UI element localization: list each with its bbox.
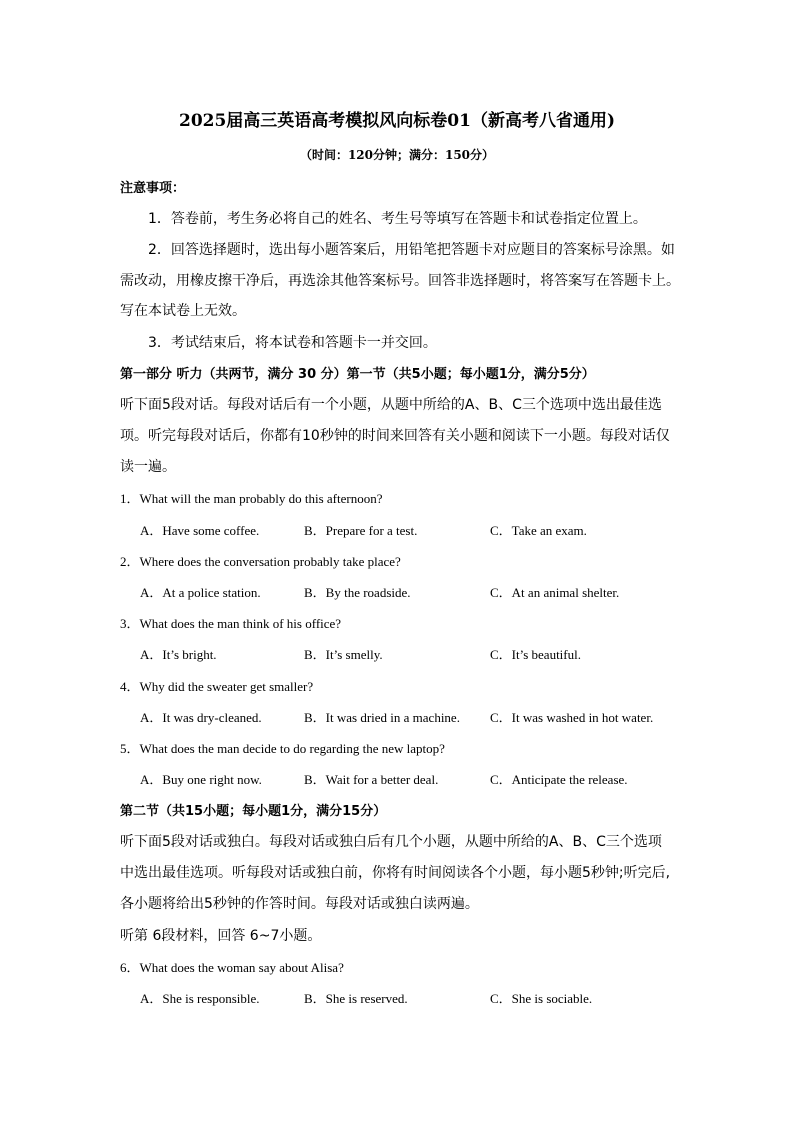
notice-item-2-line-3: 写在本试卷上无效。: [120, 303, 246, 319]
question-1-option-a: A．Have some coffee.: [140, 523, 260, 538]
question-3-option-b: B．It’s smelly.: [304, 647, 383, 662]
question-4-option-c: C．It was washed in hot water.: [490, 710, 654, 725]
question-4-option-b: B．It was dried in a machine.: [304, 710, 460, 725]
part1-heading: 第一部分 听力（共两节，满分 30 分）第一节（共5小题；每小题1分，满分5分）: [120, 367, 595, 382]
question-6-option-c: C．She is sociable.: [490, 991, 593, 1006]
question-5-option-b: B．Wait for a better deal.: [304, 772, 439, 787]
section2-intro-line-3: 各小题将给出5秒钟的作答时间。每段对话或独白读两遍。: [120, 896, 479, 912]
question-5-option-c: C．Anticipate the release.: [490, 772, 628, 787]
question-4: 4．Why did the sweater get smaller?: [120, 679, 314, 694]
question-4-option-a: A．It was dry-cleaned.: [140, 710, 262, 725]
question-5: 5．What does the man decide to do regarding the new laptop?: [120, 741, 445, 756]
question-5-option-a: A．Buy one right now.: [140, 772, 262, 787]
part1-intro-line-3: 读一遍。: [120, 459, 176, 475]
section2-intro-line-2: 中选出最佳选项。听每段对话或独白前，你将有时间阅读各个小题，每小题5秒钟;听完后,: [120, 865, 671, 881]
question-3-option-c: C．It’s beautiful.: [490, 647, 581, 662]
question-1-option-c: C．Take an exam.: [490, 523, 587, 538]
section2-intro-line-1: 听下面5段对话或独白。每段对话或独白后有几个小题，从题中所给的A、B、C三个选项: [120, 834, 662, 850]
question-2-option-c: C．At an animal shelter.: [490, 585, 620, 600]
question-6: 6．What does the woman say about Alisa?: [120, 960, 344, 975]
question-1-option-b: B．Prepare for a test.: [304, 523, 418, 538]
page-title: 2025届高三英语高考模拟风向标卷01（新高考八省通用): [178, 111, 615, 131]
question-6-option-b: B．She is reserved.: [304, 991, 408, 1006]
part1-intro-line-1: 听下面5段对话。每段对话后有一个小题，从题中所给的A、B、C三个选项中选出最佳选: [120, 397, 662, 413]
notice-heading: 注意事项：: [120, 181, 186, 196]
question-1: 1．What will the man probably do this afternoon?: [120, 491, 383, 506]
question-2-option-a: A．At a police station.: [140, 585, 261, 600]
question-3-option-a: A．It’s bright.: [140, 647, 217, 662]
section2-heading: 第二节（共15小题；每小题1分，满分15分）: [120, 804, 387, 819]
question-2: 2．Where does the conversation probably take place?: [120, 554, 401, 569]
notice-item-2-line-1: 2．回答选择题时，选出每小题答案后，用铅笔把答题卡对应题目的答案标号涂黑。如: [148, 242, 675, 258]
notice-item-3: 3．考试结束后，将本试卷和答题卡一并交回。: [148, 335, 437, 351]
question-3: 3．What does the man think of his office?: [120, 616, 342, 631]
page-subtitle: （时间：120分钟；满分：150分）: [299, 148, 495, 162]
part1-intro-line-2: 项。听完每段对话后，你都有10秒钟的时间来回答有关小题和阅读下一小题。每段对话仅: [120, 428, 670, 444]
notice-item-2-line-2: 需改动，用橡皮擦干净后，再选涂其他答案标号。回答非选择题时，将答案写在答题卡上。: [120, 273, 680, 289]
section2-material-note: 听第 6段材料，回答 6~7小题。: [120, 928, 322, 944]
question-6-option-a: A．She is responsible.: [140, 991, 260, 1006]
notice-item-1: 1．答卷前，考生务必将自己的姓名、考生号等填写在答题卡和试卷指定位置上。: [148, 211, 647, 227]
question-2-option-b: B．By the roadside.: [304, 585, 411, 600]
